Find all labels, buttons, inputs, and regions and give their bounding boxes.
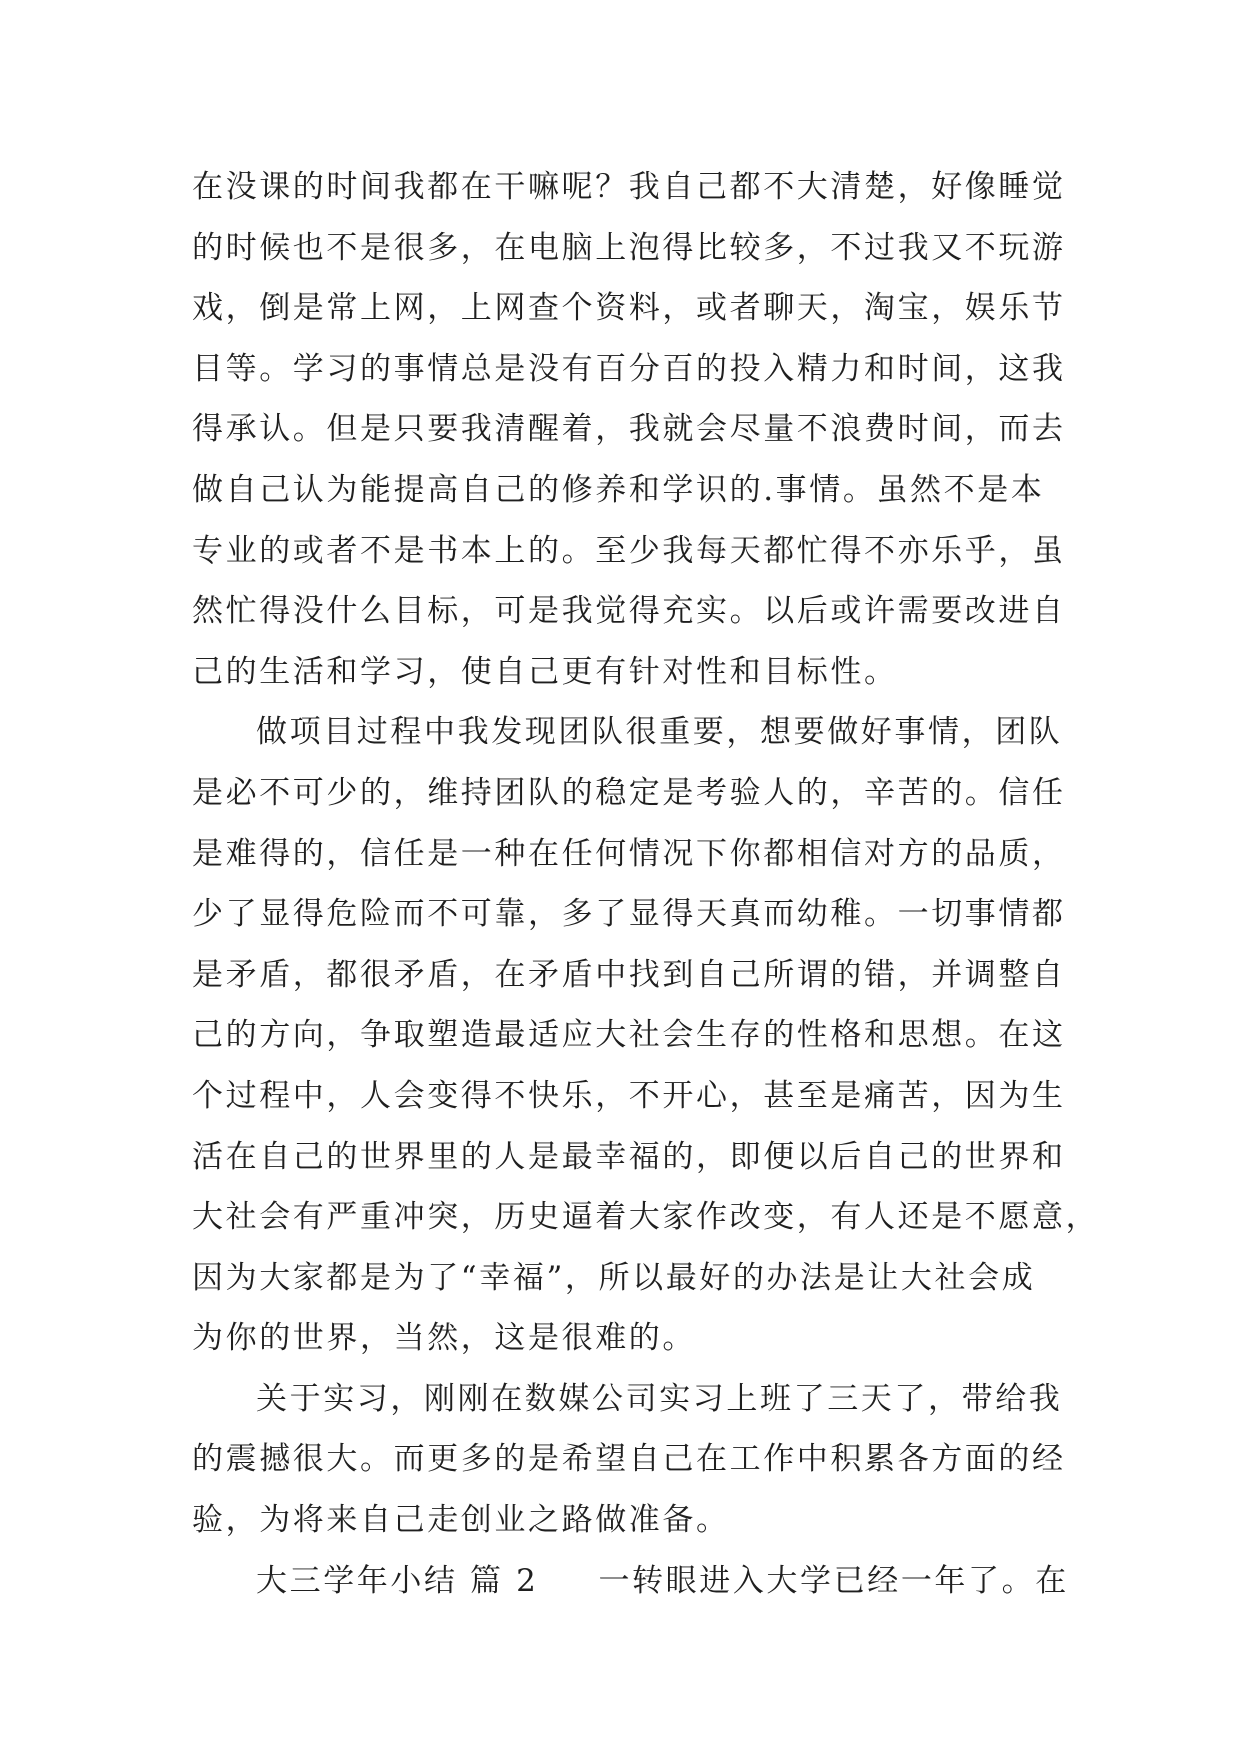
text-line: 目等。学习的事情总是没有百分百的投入精力和时间，这我 (192, 350, 1066, 387)
document-body (192, 157, 1100, 1611)
section-opening-text: 一转眼进入大学已经一年了。在 (598, 1562, 1069, 1599)
text-line: 的时候也不是很多，在电脑上泡得比较多，不过我又不玩游 (192, 229, 1066, 266)
paragraph-1 (192, 157, 1066, 702)
text-line: 关于实习，刚刚在数媒公司实习上班了三天了，带给我 (256, 1380, 1063, 1417)
text-line: 是难得的，信任是一种在任何情况下你都相信对方的品质， (192, 835, 1066, 872)
text-line: 戏，倒是常上网，上网查个资料，或者聊天，淘宝，娱乐节 (192, 290, 1066, 327)
text-line: 己的生活和学习，使自己更有针对性和目标性。 (192, 653, 898, 690)
text-line: 做项目过程中我发现团队很重要，想要做好事情，团队 (256, 714, 1063, 751)
text-line: 大社会有严重冲突，历史逼着大家作改变，有人还是不愿意， (192, 1199, 1100, 1236)
text-line: 得承认。但是只要我清醒着，我就会尽量不浪费时间，而去 (192, 411, 1066, 448)
paragraph-2 (192, 702, 1100, 1369)
text-line: 在没课的时间我都在干嘛呢？我自己都不大清楚，好像睡觉 (192, 169, 1066, 205)
text-line: 专业的或者不是书本上的。至少我每天都忙得不亦乐乎，虽 (192, 532, 1066, 569)
text-line: 个过程中，人会变得不快乐，不开心，甚至是痛苦，因为生 (192, 1077, 1066, 1114)
text-line: 因为大家都是为了“幸福”，所以最好的办法是让大社会成 (192, 1259, 1036, 1296)
section-heading: 大三学年小结 篇 2 (256, 1562, 539, 1599)
text-line: 活在自己的世界里的人是最幸福的，即便以后自己的世界和 (192, 1138, 1066, 1175)
text-line: 做自己认为能提高自己的修养和学识的.事情。虽然不是本 (192, 471, 1045, 508)
text-line: 是必不可少的，维持团队的稳定是考验人的，辛苦的。信任 (192, 774, 1066, 811)
text-line: 的震撼很大。而更多的是希望自己在工作中积累各方面的经 (192, 1441, 1066, 1478)
text-line: 少了显得危险而不可靠，多了显得天真而幼稚。一切事情都 (192, 896, 1066, 933)
text-line: 是矛盾，都很矛盾，在矛盾中找到自己所谓的错，并调整自 (192, 956, 1066, 993)
text-line: 验，为将来自己走创业之路做准备。 (192, 1502, 730, 1539)
paragraph-3 (192, 1369, 1066, 1551)
text-line: 己的方向，争取塑造最适应大社会生存的性格和思想。在这 (192, 1017, 1066, 1054)
section-start-line (192, 1551, 1069, 1612)
text-line: 然忙得没什么目标，可是我觉得充实。以后或许需要改进自 (192, 593, 1066, 630)
text-line: 为你的世界，当然，这是很难的。 (192, 1320, 696, 1357)
